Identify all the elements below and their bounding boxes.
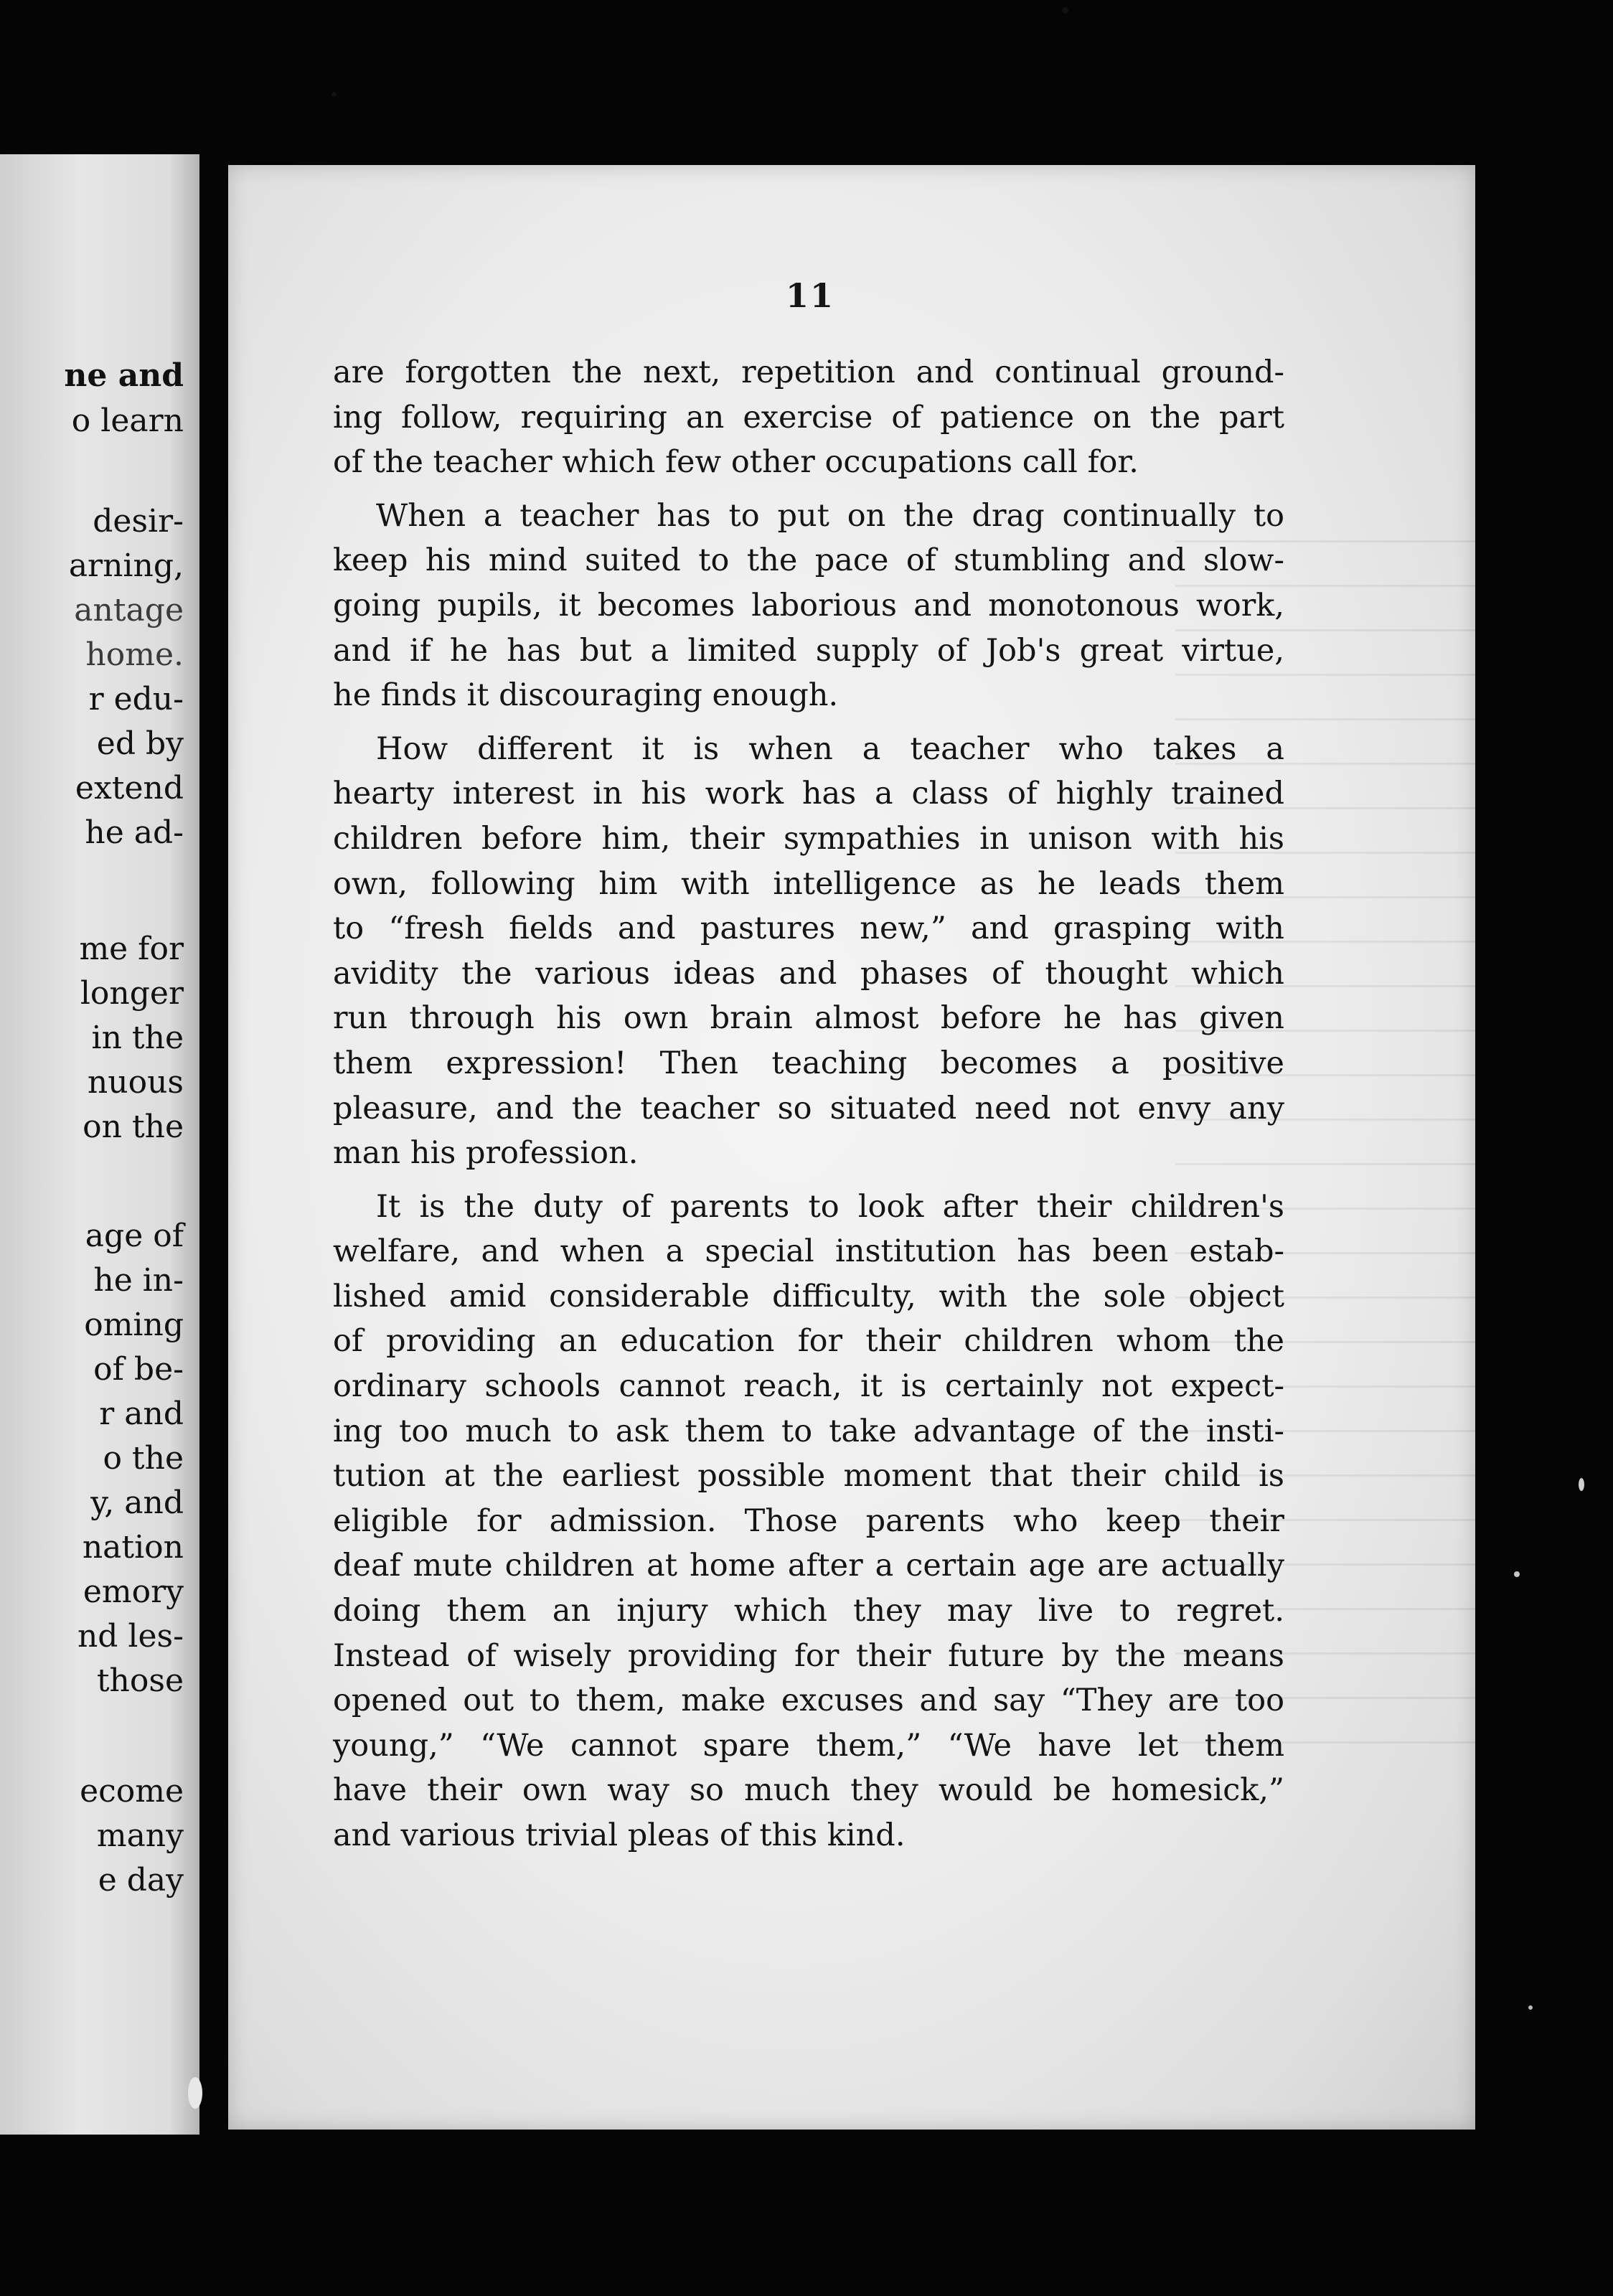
text-line: hearty interest in his work has a class of highly trained (333, 776, 1284, 812)
text-line: he finds it discouraging enough. (333, 677, 839, 714)
left-line: oming (84, 1307, 184, 1343)
text-line: lished amid considerable difficulty, with the sole object (333, 1278, 1284, 1314)
dust-speck (1514, 1571, 1520, 1577)
left-line: o learn (71, 403, 184, 439)
left-line: r edu- (88, 681, 184, 718)
dust-speck (331, 92, 337, 97)
text-line: welfare, and when a special institution has been estab- (333, 1233, 1284, 1270)
dust-speck (1062, 7, 1068, 14)
text-line: man his profession. (333, 1135, 639, 1172)
left-line: in the (91, 1020, 184, 1056)
left-line: ecome (80, 1773, 184, 1810)
left-line: arning, (68, 547, 184, 584)
left-line: on the (83, 1109, 184, 1145)
left-line: e day (98, 1862, 184, 1899)
left-line: of be- (93, 1351, 184, 1388)
text-line: going pupils, it becomes laborious and monotonous work, (333, 587, 1284, 624)
left-line: he in- (93, 1262, 184, 1299)
left-line: nuous (87, 1064, 184, 1101)
text-line: children before him, their sympathies in unison with his (333, 820, 1284, 857)
text-line: have their own way so much they would be homesick,” (333, 1772, 1284, 1809)
left-line: o the (103, 1440, 184, 1477)
text-line: of providing an education for their children whom the (333, 1323, 1284, 1360)
left-line: nd les- (77, 1618, 184, 1655)
text-line: and various trivial pleas of this kind. (333, 1817, 906, 1853)
left-line: y, and (90, 1485, 184, 1521)
text-line: eligible for admission. Those parents who keep their (333, 1502, 1284, 1539)
left-line: emory (83, 1573, 184, 1610)
left-line: age of (85, 1218, 184, 1254)
page-body-text (333, 350, 1284, 1858)
text-line: opened out to them, make excuses and say “They are too (333, 1683, 1284, 1719)
text-line: pleasure, and the teacher so situated need not envy any (333, 1090, 1284, 1126)
text-line: How different it is when a teacher who takes a (376, 730, 1284, 767)
text-line: ing follow, requiring an exercise of patience on the part (333, 399, 1284, 436)
left-line: home. (85, 636, 184, 673)
left-line: ed by (96, 725, 184, 762)
paragraph-1 (333, 350, 1284, 485)
text-line: run through his own brain almost before he has given (333, 1000, 1284, 1037)
left-line: those (96, 1662, 184, 1699)
left-line: nation (82, 1529, 184, 1566)
left-line: he ad- (85, 814, 184, 851)
left-line: ne and (64, 357, 184, 394)
text-line: of the teacher which few other occupations call for. (333, 444, 1139, 481)
left-line: longer (80, 975, 184, 1012)
text-line: Instead of wisely providing for their future by the means (333, 1637, 1284, 1674)
left-line: many (96, 1817, 184, 1854)
paragraph-4 (333, 1185, 1284, 1858)
left-line: r and (99, 1396, 184, 1432)
left-line: extend (75, 770, 184, 806)
dust-speck (188, 2077, 202, 2109)
text-line: doing them an injury which they may live to regret. (333, 1593, 1284, 1629)
text-line: and if he has but a limited supply of Job's great virtue, (333, 632, 1284, 669)
text-line: avidity the various ideas and phases of thought which (333, 955, 1284, 992)
dust-speck (1579, 1478, 1584, 1491)
paragraph-2 (333, 494, 1284, 718)
text-line: them expression! Then teaching becomes a positive (333, 1045, 1284, 1081)
text-line: It is the duty of parents to look after their children's (376, 1188, 1284, 1225)
paragraph-3 (333, 727, 1284, 1176)
left-line: antage (74, 592, 184, 629)
text-line: ing too much to ask them to take advantage of the insti- (333, 1413, 1284, 1449)
text-line: tution at the earliest possible moment that their child is (333, 1458, 1284, 1495)
text-line: are forgotten the next, repetition and continual ground- (333, 354, 1284, 390)
text-line: deaf mute children at home after a certain age are actually (333, 1548, 1284, 1584)
text-line: own, following him with intelligence as he leads them (333, 865, 1284, 902)
text-line: keep his mind suited to the pace of stumbling and slow- (333, 542, 1284, 579)
text-line: When a teacher has to put on the drag continually to (376, 497, 1284, 534)
text-line: to “fresh fields and pastures new,” and grasping with (333, 911, 1284, 947)
text-line: young,” “We cannot spare them,” “We have let them (333, 1727, 1284, 1764)
left-line: me for (79, 931, 184, 967)
dust-speck (1528, 2005, 1533, 2010)
left-line: desir- (93, 503, 184, 540)
page-number: 11 (786, 276, 835, 315)
previous-page-fragment (0, 154, 199, 2135)
text-line: ordinary schools cannot reach, it is certainly not expect- (333, 1368, 1284, 1405)
